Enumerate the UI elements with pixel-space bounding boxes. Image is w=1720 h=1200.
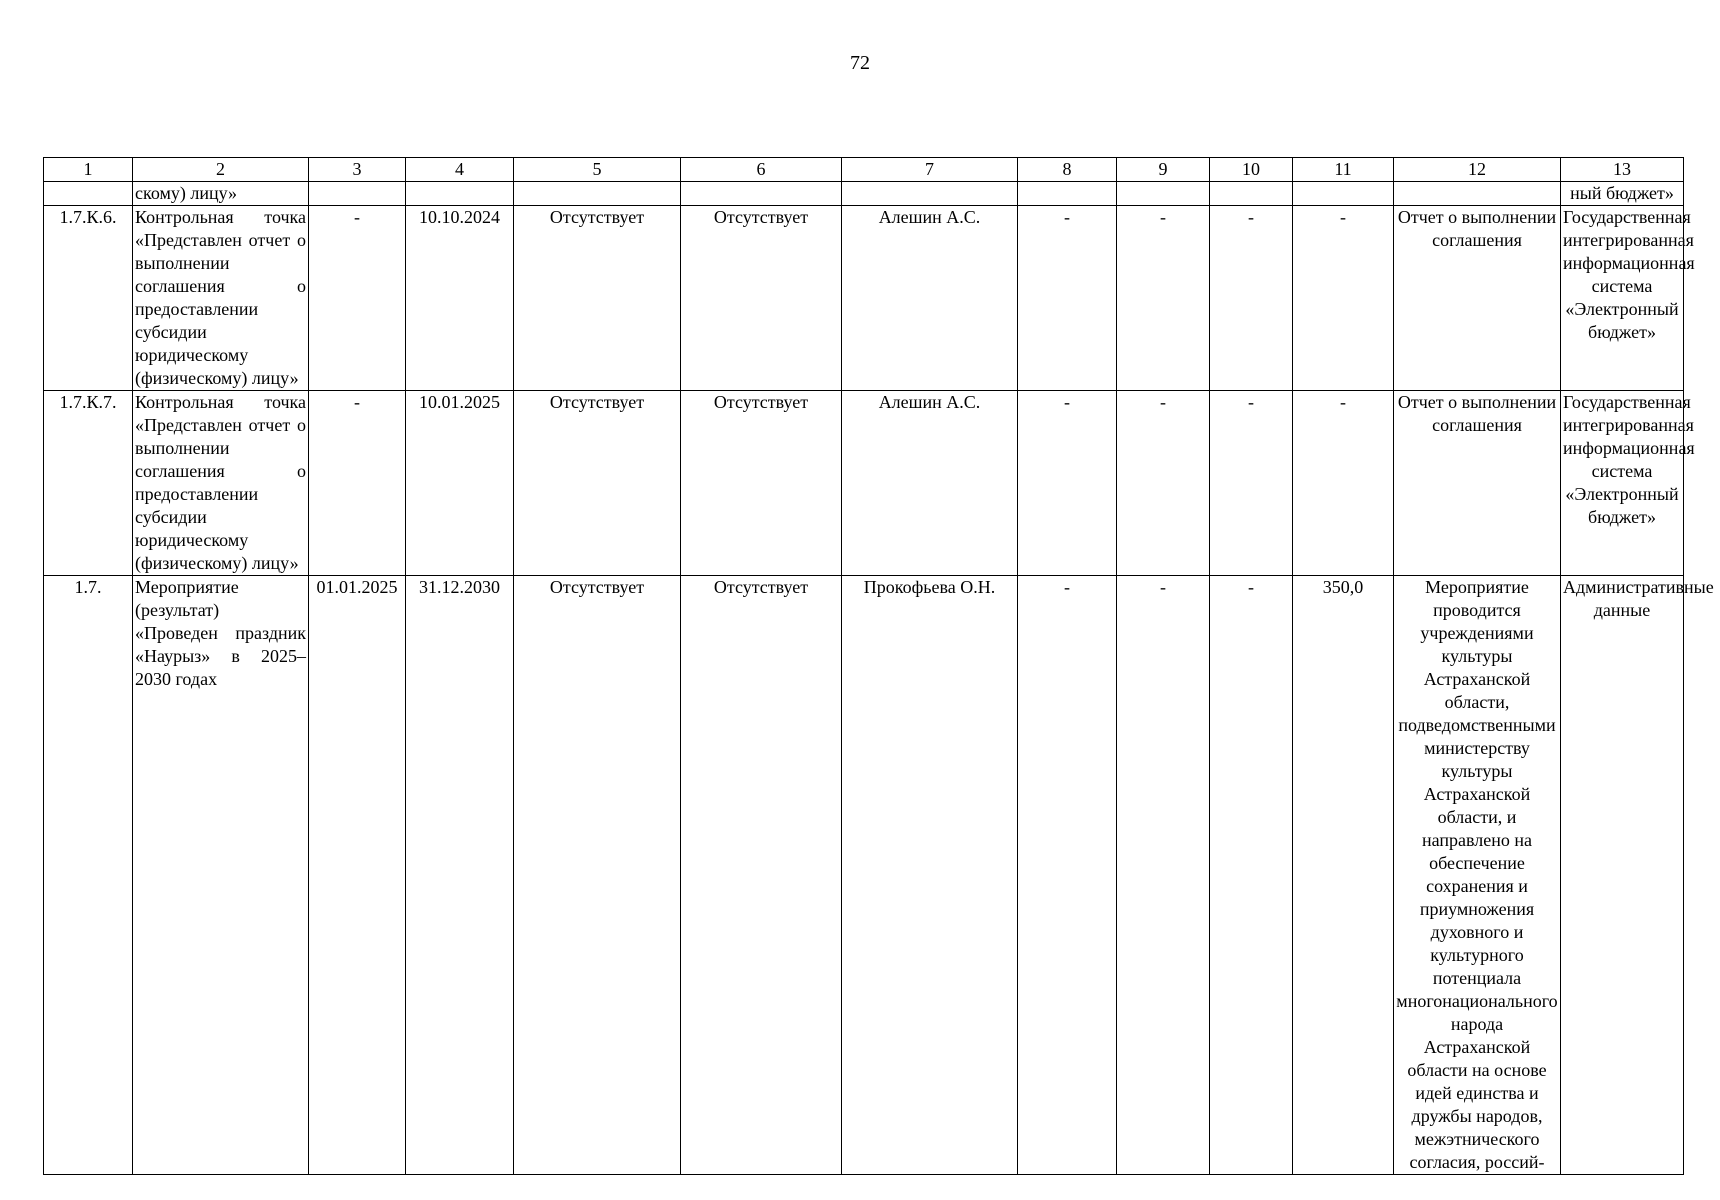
plan-table: [43, 157, 1714, 1175]
column-header: 10: [1210, 158, 1293, 182]
col11-cell: 350,0: [1293, 576, 1394, 1175]
continuation-name-cell: скому) лицу»: [133, 182, 309, 206]
column-header: 9: [1117, 158, 1210, 182]
col6-cell: Отсутствует: [681, 576, 842, 1175]
col10-cell: -: [1210, 576, 1293, 1175]
continuation-source-cell: ный бюджет»: [1561, 182, 1684, 206]
col10-cell: -: [1210, 391, 1293, 576]
responsible-cell: Алешин А.С.: [842, 206, 1018, 391]
continuation-row: [44, 182, 1684, 206]
column-header: 5: [514, 158, 681, 182]
col6-cell: Отсутствует: [681, 206, 842, 391]
name-cell: Мероприятие (результат) «Проведен праздник «Наурыз» в 2025–2030 годах: [133, 576, 309, 1175]
col11-cell: -: [1293, 391, 1394, 576]
source-cell: Государственная интегрированная информационная система «Электронный бюджет»: [1561, 391, 1684, 576]
result-cell: Мероприятие проводится учреждениями культуры Астраханской области, подведомственными министерству культуры Астраханской области, и направлено на обеспечение сохранения и приумножения духовного и культурного потенциала многонационального народа Астраханской области на основе идей единства и дружбы народов, межэтнического согласия, россий-: [1394, 576, 1561, 1175]
column-header: 11: [1293, 158, 1394, 182]
col8-cell: -: [1018, 576, 1117, 1175]
column-header: 2: [133, 158, 309, 182]
table-row: [44, 576, 1684, 1175]
col9-cell: -: [1117, 576, 1210, 1175]
column-header: 4: [406, 158, 514, 182]
result-cell: Отчет о выполнении соглашения: [1394, 391, 1561, 576]
col8-cell: -: [1018, 206, 1117, 391]
col9-cell: -: [1117, 206, 1210, 391]
col6-cell: Отсутствует: [681, 391, 842, 576]
end-date-cell: 10.01.2025: [406, 391, 514, 576]
col5-cell: Отсутствует: [514, 576, 681, 1175]
row-number-cell: 1.7.К.6.: [44, 206, 133, 391]
col9-cell: -: [1117, 391, 1210, 576]
column-header: 1: [44, 158, 133, 182]
column-header: 8: [1018, 158, 1117, 182]
row-number-cell: 1.7.: [44, 576, 133, 1175]
col11-cell: -: [1293, 206, 1394, 391]
column-header: 3: [309, 158, 406, 182]
col10-cell: -: [1210, 206, 1293, 391]
column-header: 6: [681, 158, 842, 182]
column-header: 12: [1394, 158, 1561, 182]
start-date-cell: 01.01.2025: [309, 576, 406, 1175]
column-header: 13: [1561, 158, 1684, 182]
responsible-cell: Алешин А.С.: [842, 391, 1018, 576]
col8-cell: -: [1018, 391, 1117, 576]
header-row: [44, 158, 1684, 182]
end-date-cell: 31.12.2030: [406, 576, 514, 1175]
source-cell: Административные данные: [1561, 576, 1684, 1175]
col5-cell: Отсутствует: [514, 391, 681, 576]
start-date-cell: -: [309, 206, 406, 391]
responsible-cell: Прокофьева О.Н.: [842, 576, 1018, 1175]
table-row: [44, 206, 1684, 391]
name-cell: Контрольная точка «Представлен отчет о выполнении соглашения о предоставлении субсидии юридическому (физическому) лицу»: [133, 206, 309, 391]
col5-cell: Отсутствует: [514, 206, 681, 391]
end-date-cell: 10.10.2024: [406, 206, 514, 391]
row-number-cell: 1.7.К.7.: [44, 391, 133, 576]
result-cell: Отчет о выполнении соглашения: [1394, 206, 1561, 391]
name-cell: Контрольная точка «Представлен отчет о выполнении соглашения о предоставлении субсидии юридическому (физическому) лицу»: [133, 391, 309, 576]
start-date-cell: -: [309, 391, 406, 576]
page-number: 72: [850, 52, 870, 74]
table-row: [44, 391, 1684, 576]
column-header: 7: [842, 158, 1018, 182]
source-cell: Государственная интегрированная информационная система «Электронный бюджет»: [1561, 206, 1684, 391]
